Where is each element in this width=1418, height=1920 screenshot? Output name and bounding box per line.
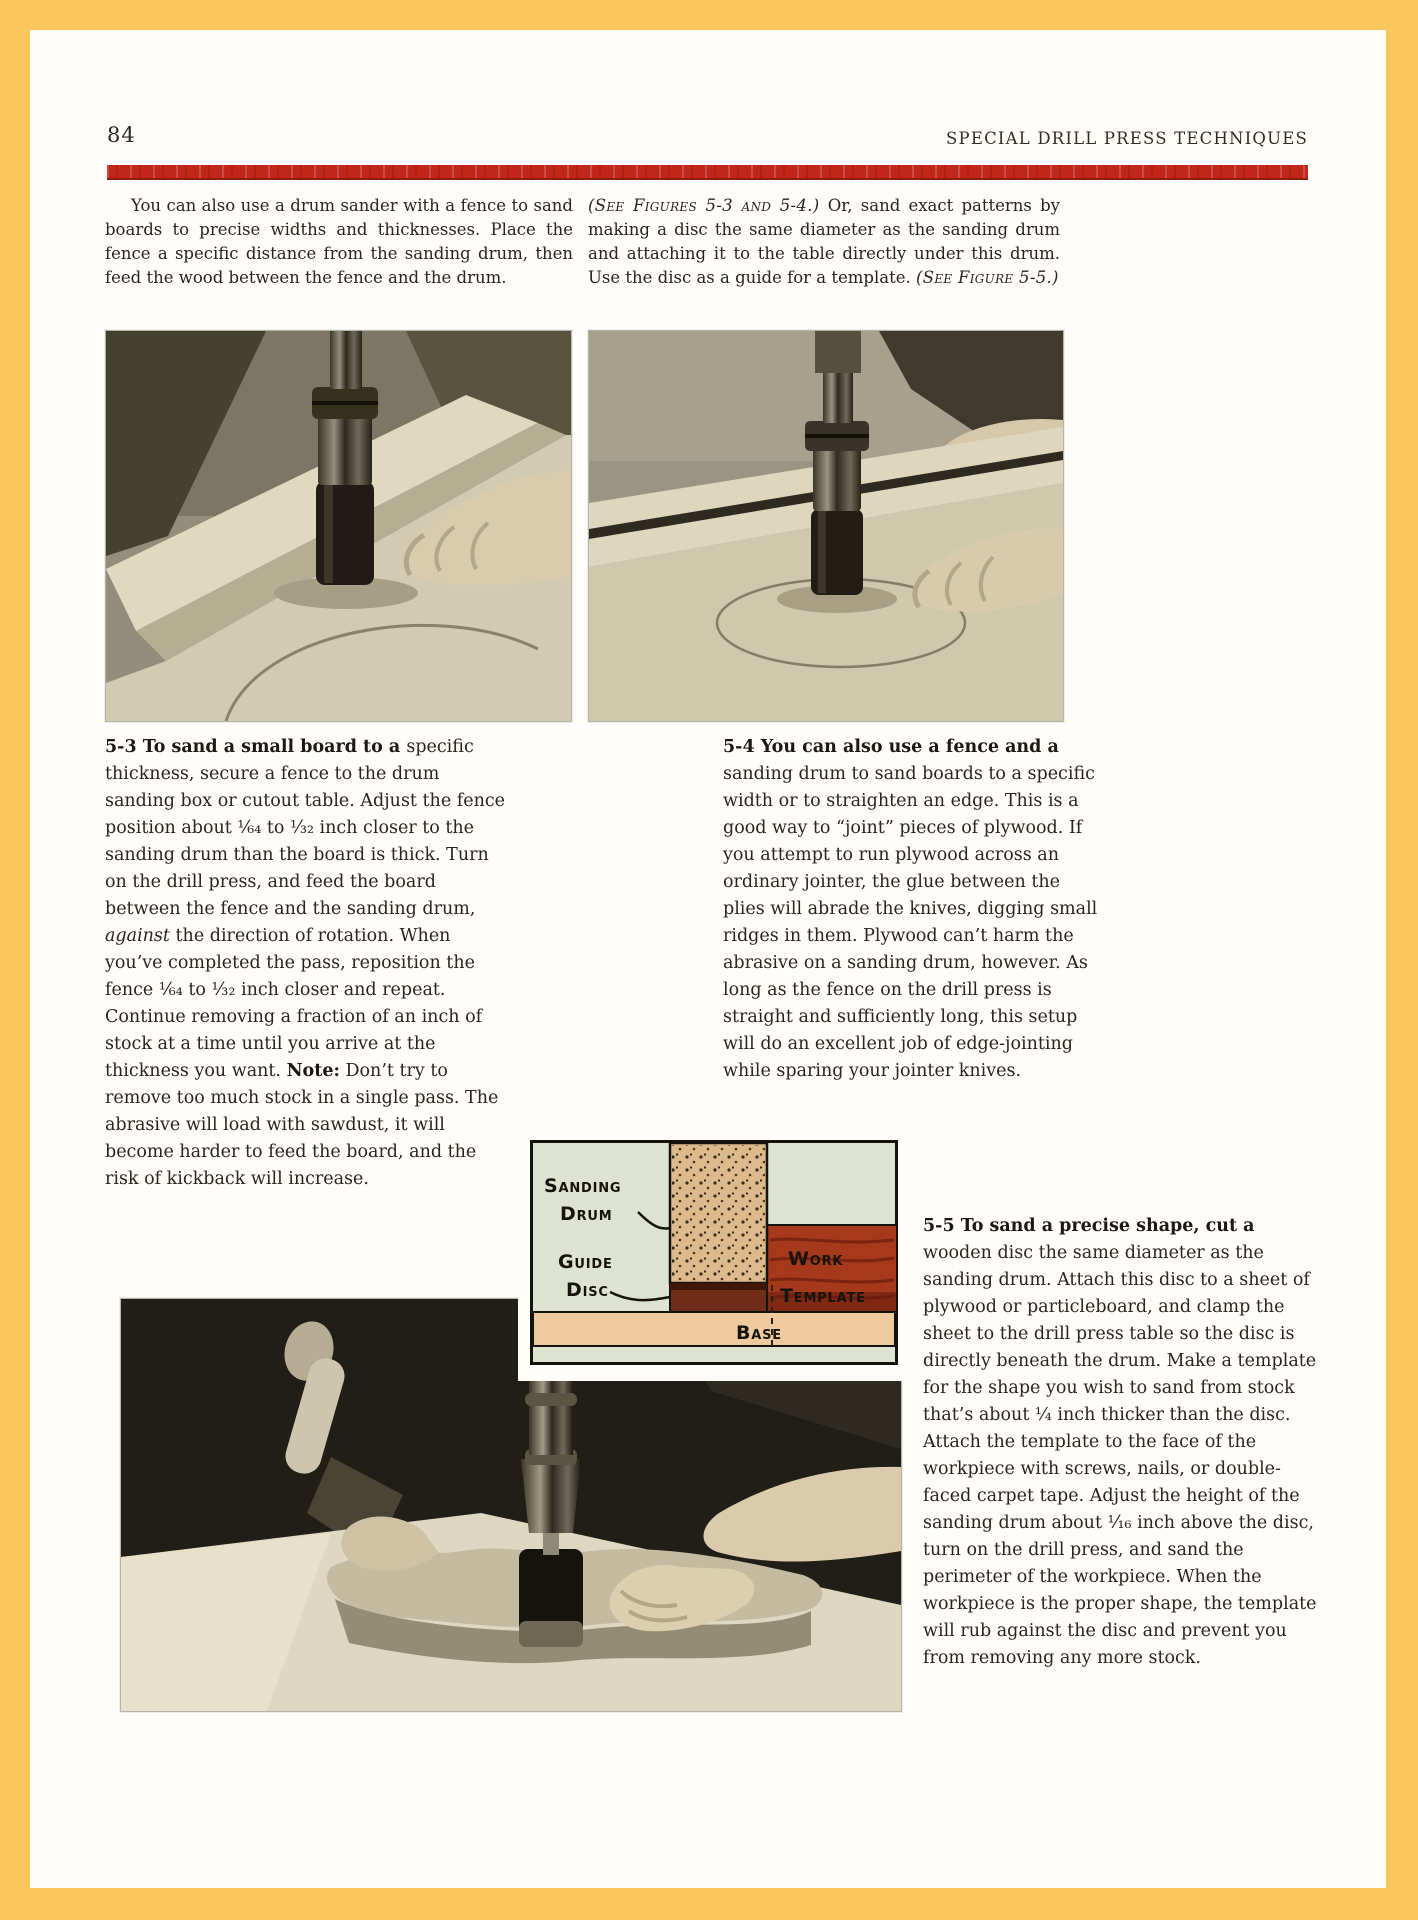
figure-5-3-caption: 5-3 To sand a small board to a specific thickness, secure a fence to the drum sanding box or cutout table. Adjust the fence position about ¹⁄₆₄ to ¹⁄₃₂ inch closer to the sanding drum than the board is thick. Turn on the drill press, and feed the board between the fence and the sanding drum, against the direction of rotation. When you’ve completed the pass, reposition the fence ¹⁄₆₄ to ¹⁄₃₂ inch closer and repeat. Continue removing a fraction of an inch of stock at a time until you arrive at the thickness you want. Note: Don’t try to remove too much stock in a single pass. The abrasive will load with sawdust, it will become harder to feed the board, and the risk of kickback will increase. bbox=[105, 737, 506, 1189]
book-page bbox=[30, 30, 1386, 1888]
base-block bbox=[533, 1312, 895, 1346]
page-number: 84 bbox=[107, 123, 136, 147]
sanding-drum-block bbox=[670, 1143, 767, 1283]
header-rule bbox=[107, 165, 1308, 180]
template-label: Work Template bbox=[780, 1248, 866, 1307]
figure-5-4-photo bbox=[588, 330, 1064, 722]
guide-disc-block bbox=[670, 1283, 767, 1312]
drum-sander-fence-photo-illustration bbox=[106, 331, 571, 721]
fence-edge-jointing-photo-illustration bbox=[589, 331, 1063, 721]
figure-5-4-caption: 5-4 You can also use a fence and a sanding drum to sand boards to a specific width or to straighten an edge. This is a good way to “joint” pieces of plywood. If you attempt to run plywood across an ordinary jointer, the glue between the plies will abrade the knives, digging small ridges in them. Plywood can’t harm the abrasive on a sanding drum, however. As long as the fence on the drill press is straight and sufficiently long, this setup will do an excellent job of edge-jointing while sparing your jointer knives. bbox=[723, 737, 1098, 1081]
figure-5-3-photo bbox=[105, 330, 572, 722]
intro-paragraph-right: (See Figures 5-3 and 5-4.) Or, sand exact patterns by making a disc the same diameter as the sanding drum and attaching it to the table directly under this drum. Use the disc as a guide for a template. (See Figure 5-5.) bbox=[588, 196, 1060, 287]
intro-paragraph-left: You can also use a drum sander with a fence to sand boards to precise widths and thicknesses. Place the fence a specific distance from the sanding drum, then feed the wood between the fence and the drum. bbox=[105, 196, 573, 287]
disc-label: Guide Disc bbox=[558, 1251, 613, 1301]
running-head: SPECIAL DRILL PRESS TECHNIQUES bbox=[946, 129, 1308, 148]
sanding-template-diagram bbox=[530, 1140, 898, 1365]
figure-5-5-caption: 5-5 To sand a precise shape, cut a wooden disc the same diameter as the sanding drum. Attach this disc to a sheet of plywood or particleboard, and clamp the sheet to the drill press table so the disc is directly beneath the drum. Make a template for the shape you wish to sand from stock that’s about ¼ inch thicker than the disc. Attach the template to the face of the workpiece with screws, nails, or double-faced carpet tape. Adjust the height of the sanding drum about ¹⁄₁₆ inch above the disc, turn on the drill press, and sand the perimeter of the workpiece. When the workpiece is the proper shape, the template will rub against the disc and prevent you from removing any more stock. bbox=[923, 1216, 1317, 1668]
drum-label: Sanding Drum bbox=[544, 1175, 622, 1225]
figure-5-5-diagram bbox=[518, 1128, 912, 1381]
base-label: Base bbox=[736, 1322, 782, 1344]
